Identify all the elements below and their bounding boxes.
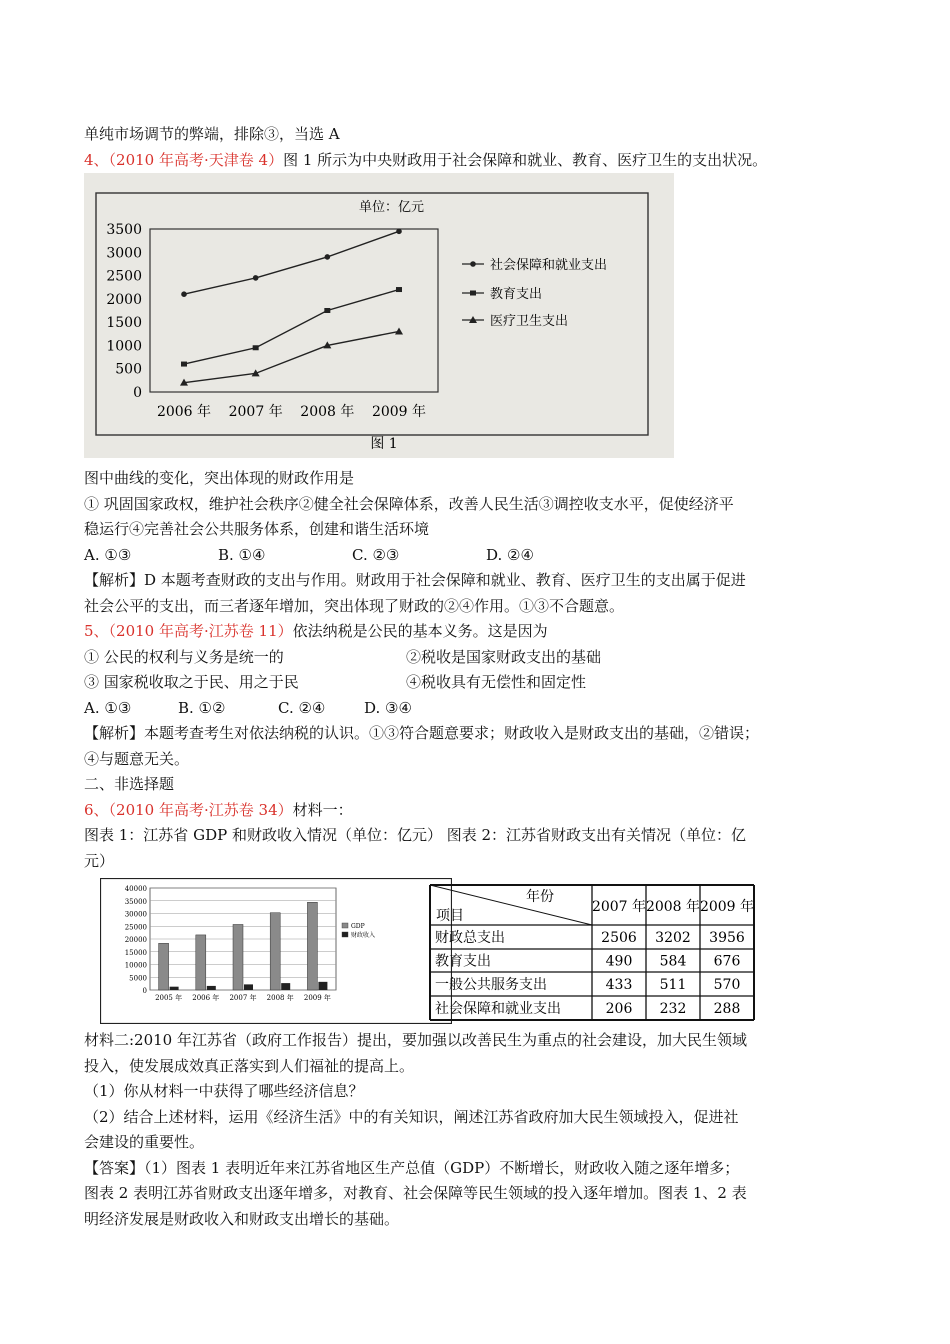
question-tag: 5、（2010 年高考·江苏卷 11） <box>84 622 293 640</box>
y-tick-label: 40000 <box>124 885 147 893</box>
table-cell: 206 <box>605 1001 633 1017</box>
question-5-analysis-2: ④与题意无关。 <box>84 749 190 768</box>
question-5-header <box>84 619 844 645</box>
text-line: 单纯市场调节的弊端，排除③，当选 A <box>84 125 340 143</box>
question-tag: 6、（2010 年高考·江苏卷 34） <box>84 800 293 819</box>
bar-gdp <box>307 902 317 990</box>
figure-captions-line-2: 元） <box>84 851 115 870</box>
data-point <box>325 254 331 260</box>
question-4-analysis-1: 【解析】D 本题考查财政的支出与作用。财政用于社会保障和就业、教育、医疗卫生的支出属于促进 <box>84 571 746 589</box>
y-tick-label: 2500 <box>106 268 142 285</box>
y-tick-label: 500 <box>115 361 142 378</box>
question-text: 图 1 所示为中央财政用于社会保障和就业、教育、医疗卫生的支出状况。 <box>283 150 768 169</box>
figure-1-caption: 图 1 <box>370 436 398 452</box>
data-point <box>253 275 259 281</box>
y-tick-label: 0 <box>133 385 142 401</box>
question-4-header <box>84 148 844 174</box>
sub-question-2-line-2: 会建设的重要性。 <box>84 1133 205 1151</box>
table-cell: 676 <box>713 953 741 970</box>
bar-revenue <box>244 984 253 990</box>
bar-gdp <box>196 935 206 990</box>
corner-header-top: 年份 <box>526 889 554 905</box>
option-b: B. ①② <box>178 698 226 717</box>
table-cell: 2506 <box>601 930 637 946</box>
y-tick-label: 5000 <box>129 974 147 983</box>
answer-line-1: 【答案】（1）图表 1 表明近年来江苏省地区生产总值（GDP）不断增长，财政收入随之逐年增多； <box>84 1158 740 1177</box>
question-6-header <box>84 798 844 824</box>
question-4-options <box>84 543 844 569</box>
question-5-choices-row-2 <box>84 670 844 696</box>
bar-revenue <box>281 983 290 990</box>
bar-revenue <box>170 987 179 990</box>
row-label: 财政总支出 <box>435 930 505 946</box>
corner-header-bottom: 项目 <box>436 908 464 924</box>
row-label: 教育支出 <box>435 953 491 970</box>
figure-1-line-chart <box>84 173 674 458</box>
option-b: B. ①④ <box>218 545 266 564</box>
table-cell: 232 <box>659 1001 687 1017</box>
table-cell: 288 <box>713 1001 741 1017</box>
row-label: 社会保障和就业支出 <box>435 1001 561 1017</box>
bar-gdp <box>159 943 169 990</box>
question-text: 材料一： <box>292 800 353 819</box>
bar-chart-svg <box>100 878 452 1024</box>
table-cell: 511 <box>659 977 687 993</box>
question-4-analysis-2: 社会公平的支出，而三者逐年增加，突出体现了财政的②④作用。①③不合题意。 <box>84 596 625 615</box>
table-cell: 3956 <box>709 930 745 946</box>
legend-label: 社会保障和就业支出 <box>490 258 608 273</box>
legend-swatch <box>342 932 348 937</box>
question-5-options <box>84 696 844 722</box>
choice-2: ②税收是国家财政支出的基础 <box>406 647 602 666</box>
legend-label: 教育支出 <box>490 287 543 302</box>
question-5-choices-row-1 <box>84 645 844 671</box>
question-4-choices-line-1: ① 巩固国家政权，维护社会秩序②健全社会保障体系，改善人民生活③调控收支水平，促使经济平 <box>84 494 734 513</box>
option-c: C. ②④ <box>278 698 326 717</box>
question-5-analysis-1: 【解析】本题考查考生对依法纳税的认识。①③符合题意要求；财政收入是财政支出的基础，②错误； <box>84 724 760 742</box>
legend-marker <box>470 291 476 296</box>
legend-swatch <box>342 923 348 928</box>
column-header: 2009 年 <box>699 899 755 915</box>
table-cell: 433 <box>605 977 633 993</box>
option-a: A. ①③ <box>84 545 132 564</box>
legend-label: 医疗卫生支出 <box>490 314 569 329</box>
answer-line-3: 明经济发展是财政收入和财政支出增长的基础。 <box>84 1209 400 1228</box>
bar-gdp <box>233 924 243 990</box>
legend-marker <box>470 261 476 267</box>
figure-1-svg <box>84 173 674 458</box>
answer-line-2: 图表 2 表明江苏省财政支出逐年增多，对教育、社会保障等民生领域的投入逐年增加。图表 1、2 表 <box>84 1184 747 1202</box>
bar-revenue <box>207 986 216 990</box>
column-header: 2008 年 <box>645 899 701 915</box>
y-tick-label: 25000 <box>124 923 147 932</box>
material-2-line-1: 材料二:2010 年江苏省（政府工作报告）提出，要加强以改善民生为重点的社会建设，加大民生领域 <box>84 1031 747 1049</box>
option-c: C. ②③ <box>352 545 400 564</box>
data-point <box>181 362 187 367</box>
data-point <box>253 345 259 350</box>
y-tick-label: 2000 <box>106 291 142 308</box>
document-page <box>84 122 844 1232</box>
data-point <box>324 308 330 313</box>
y-tick-label: 15000 <box>124 948 147 957</box>
figure-gdp-bar-chart <box>100 878 452 1024</box>
legend-label: 财政收入 <box>351 932 376 939</box>
figures-row <box>84 878 844 1028</box>
question-text: 依法纳税是公民的基本义务。这是因为 <box>292 622 548 640</box>
x-tick-label: 2007 年 <box>228 404 283 420</box>
y-tick-label: 3500 <box>106 222 142 238</box>
y-tick-label: 30000 <box>124 910 147 919</box>
data-point <box>396 229 402 235</box>
x-tick-label: 2008 年 <box>266 994 294 1002</box>
choice-3: ③ 国家税收取之于民、用之于民 <box>84 673 299 691</box>
row-label: 一般公共服务支出 <box>435 977 547 993</box>
table-cell: 3202 <box>655 930 691 946</box>
x-tick-label: 2008 年 <box>300 404 355 420</box>
table-cell: 570 <box>713 977 741 993</box>
sub-question-2-line-1: （2）结合上述材料，运用《经济生活》中的有关知识，阐述江苏省政府加大民生领域投入，促进社 <box>84 1107 739 1126</box>
option-d: D. ②④ <box>486 545 534 564</box>
bar-gdp <box>270 913 280 990</box>
x-tick-label: 2009 年 <box>371 404 427 420</box>
x-tick-label: 2009 年 <box>303 994 331 1002</box>
x-tick-label: 2007 年 <box>229 994 257 1002</box>
data-point <box>396 287 402 292</box>
y-tick-label: 3000 <box>106 245 142 262</box>
table-cell: 490 <box>605 953 633 970</box>
legend-label: GDP <box>351 923 365 930</box>
material-2-line-2: 投入，使发展成效真正落实到人们福祉的提高上。 <box>84 1056 415 1075</box>
choice-4: ④税收具有无偿性和固定性 <box>406 673 587 691</box>
question-tag: 4、（2010 年高考·天津卷 4） <box>84 150 284 169</box>
y-tick-label: 1500 <box>106 315 142 332</box>
y-tick-label: 1000 <box>106 338 142 355</box>
figure-expenditure-table <box>428 883 756 1023</box>
figure-captions-line-1: 图表 1：江苏省 GDP 和财政收入情况（单位：亿元） 图表 2：江苏省财政支出有关情况（单位：亿 <box>84 826 747 844</box>
column-header: 2007 年 <box>591 899 647 915</box>
y-tick-label: 0 <box>142 987 147 995</box>
option-d: D. ③④ <box>364 698 412 717</box>
question-4-choices-line-2: 稳运行④完善社会公共服务体系，创建和谐生活环境 <box>84 520 430 538</box>
y-tick-label: 20000 <box>124 936 147 944</box>
y-tick-label: 10000 <box>124 961 147 970</box>
x-tick-label: 2006 年 <box>192 994 220 1002</box>
table-cell: 584 <box>659 953 687 970</box>
option-a: A. ①③ <box>84 698 132 717</box>
question-4-stem: 图中曲线的变化，突出体现的财政作用是 <box>84 469 355 487</box>
section-heading: 二、非选择题 <box>84 775 175 793</box>
y-tick-label: 35000 <box>124 897 147 906</box>
data-point <box>181 291 187 297</box>
figure-1-unit: 单位：亿元 <box>359 200 425 215</box>
x-tick-label: 2005 年 <box>155 994 183 1002</box>
choice-1: ① 公民的权利与义务是统一的 <box>84 647 284 666</box>
x-tick-label: 2006 年 <box>156 404 212 420</box>
table-svg <box>428 883 756 1023</box>
sub-question-1: （1）你从材料一中获得了哪些经济信息？ <box>84 1082 364 1100</box>
bar-revenue <box>318 982 327 990</box>
